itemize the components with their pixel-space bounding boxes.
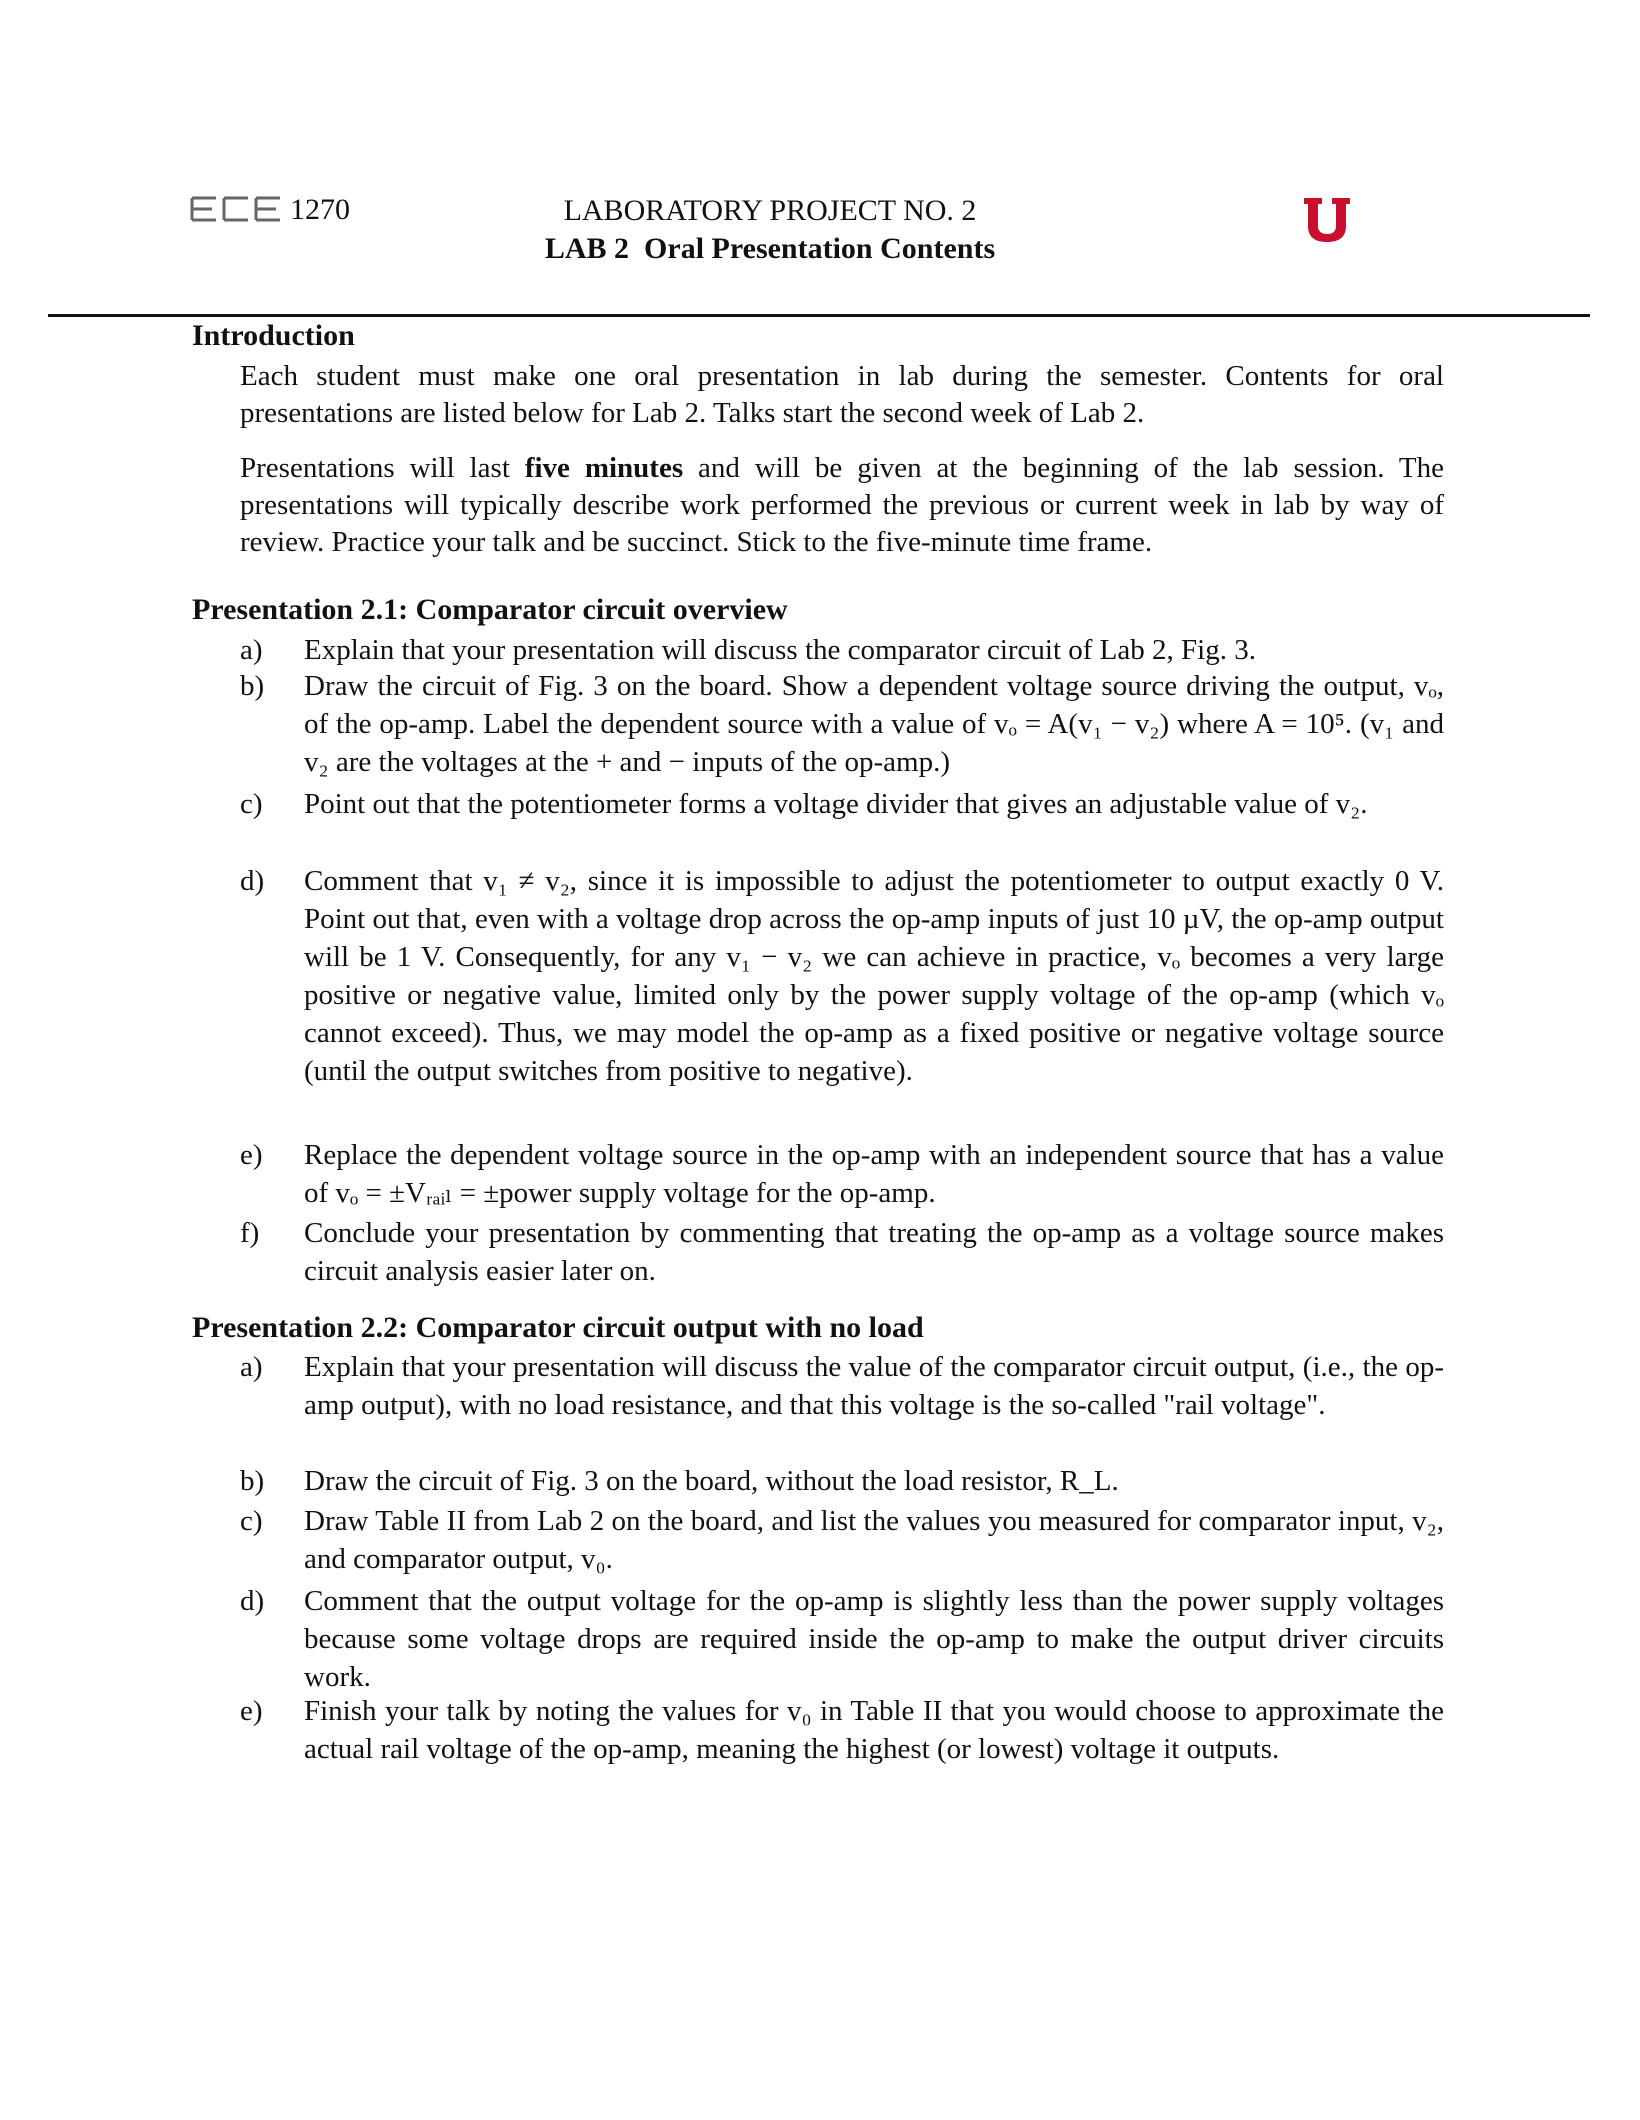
item-text: Replace the dependent voltage source in the op-amp with an independent source that has a value of vₒ = ±Vᵣₐᵢₗ = ±power supply voltage for the op-amp.	[304, 1139, 1444, 1209]
intro-paragraph-2	[240, 450, 1444, 561]
list-item	[240, 1692, 1444, 1768]
list-item	[240, 785, 1444, 823]
item-label: a)	[240, 634, 263, 666]
presentation-2-1-heading: Presentation 2.1: Comparator circuit overview	[192, 593, 788, 626]
item-label: e)	[240, 1139, 263, 1171]
item-text: Explain that your presentation will discuss the comparator circuit of Lab 2, Fig. 3.	[304, 634, 1256, 666]
intro-paragraph-2-end: and will be given at the beginning of the lab session. The presentations will typically describe work performed the previous or current week in lab by way of review. Practice your talk and be succinct. Stick to the five-minute time frame.	[240, 452, 1444, 558]
title-block	[500, 192, 1040, 268]
item-label: b)	[240, 1465, 265, 1497]
intro-paragraph-1: Each student must make one oral presentation in lab during the semester. Contents for oral presentations are listed below for Lab 2. Talks start the second week of Lab 2.	[240, 360, 1444, 429]
item-text: Finish your talk by noting the values for v₀ in Table II that you would choose to approximate the actual rail voltage of the op-amp, meaning the highest (or lowest) voltage it outputs.	[304, 1695, 1444, 1765]
item-text: Draw the circuit of Fig. 3 on the board. Show a dependent voltage source driving the output, vₒ, of the op-amp. Label the dependent source with a value of vₒ = A(v₁ − v₂) where A = 10⁵. (v₁ and v₂ are the voltages at the + and − inputs of the op-amp.)	[304, 670, 1444, 778]
item-label: d)	[240, 1585, 265, 1617]
page-header	[0, 0, 1640, 320]
university-u-logo-icon	[1302, 196, 1352, 244]
list-item	[240, 1214, 1444, 1290]
project-title: LABORATORY PROJECT NO. 2	[563, 194, 977, 227]
item-label: c)	[240, 1505, 263, 1537]
item-text: Draw the circuit of Fig. 3 on the board, without the load resistor, R_L.	[304, 1465, 1119, 1497]
item-text: Explain that your presentation will discuss the value of the comparator circuit output, (i.e., the op-amp output), with no load resistance, and that this voltage is the so-called "rail voltage".	[304, 1351, 1444, 1421]
item-label: b)	[240, 670, 265, 702]
course-label	[190, 192, 350, 228]
item-text: Comment that v₁ ≠ v₂, since it is impossible to adjust the potentiometer to output exactly 0 V. Point out that, even with a voltage drop across the op-amp inputs of just 10 µV, the op-amp output will be 1 V. Consequently, for any v₁ − v₂ we can achieve in practice, vₒ becomes a very large positive or negative value, limited only by the power supply voltage of the op-amp (which vₒ cannot exceed). Thus, we may model the op-amp as a fixed positive or negative voltage source (until the output switches from positive to negative).	[304, 865, 1444, 1087]
header-divider	[48, 314, 1590, 317]
item-label: e)	[240, 1695, 263, 1727]
list-item	[240, 862, 1444, 1090]
five-minutes-emphasis: five minutes	[524, 452, 684, 484]
item-text: Draw Table II from Lab 2 on the board, and list the values you measured for comparator input, v₂, and comparator output, v₀.	[304, 1505, 1444, 1575]
ece-logo-icon	[190, 196, 282, 222]
presentation-2-2-heading: Presentation 2.2: Comparator circuit output with no load	[192, 1311, 924, 1344]
list-item	[240, 1462, 1444, 1500]
list-item	[240, 1582, 1444, 1696]
item-label: c)	[240, 788, 263, 820]
page-subtitle: LAB 2 Oral Presentation Contents	[544, 232, 996, 265]
list-item	[240, 667, 1444, 781]
list-item	[240, 631, 1444, 669]
item-text: Comment that the output voltage for the op-amp is slightly less than the power supply voltages because some voltage drops are required inside the op-amp to make the output driver circuits work.	[304, 1585, 1444, 1693]
item-label: a)	[240, 1351, 263, 1383]
intro-paragraph-2-start: Presentations will last	[240, 452, 525, 484]
item-label: d)	[240, 865, 265, 897]
item-text: Conclude your presentation by commenting that treating the op-amp as a voltage source makes circuit analysis easier later on.	[304, 1217, 1444, 1287]
course-code: 1270	[290, 193, 350, 226]
list-item	[240, 1348, 1444, 1424]
item-text: Point out that the potentiometer forms a voltage divider that gives an adjustable value of v₂.	[304, 788, 1368, 820]
item-label: f)	[240, 1217, 260, 1249]
intro-heading: Introduction	[192, 319, 355, 352]
list-item	[240, 1502, 1444, 1578]
list-item	[240, 1136, 1444, 1212]
